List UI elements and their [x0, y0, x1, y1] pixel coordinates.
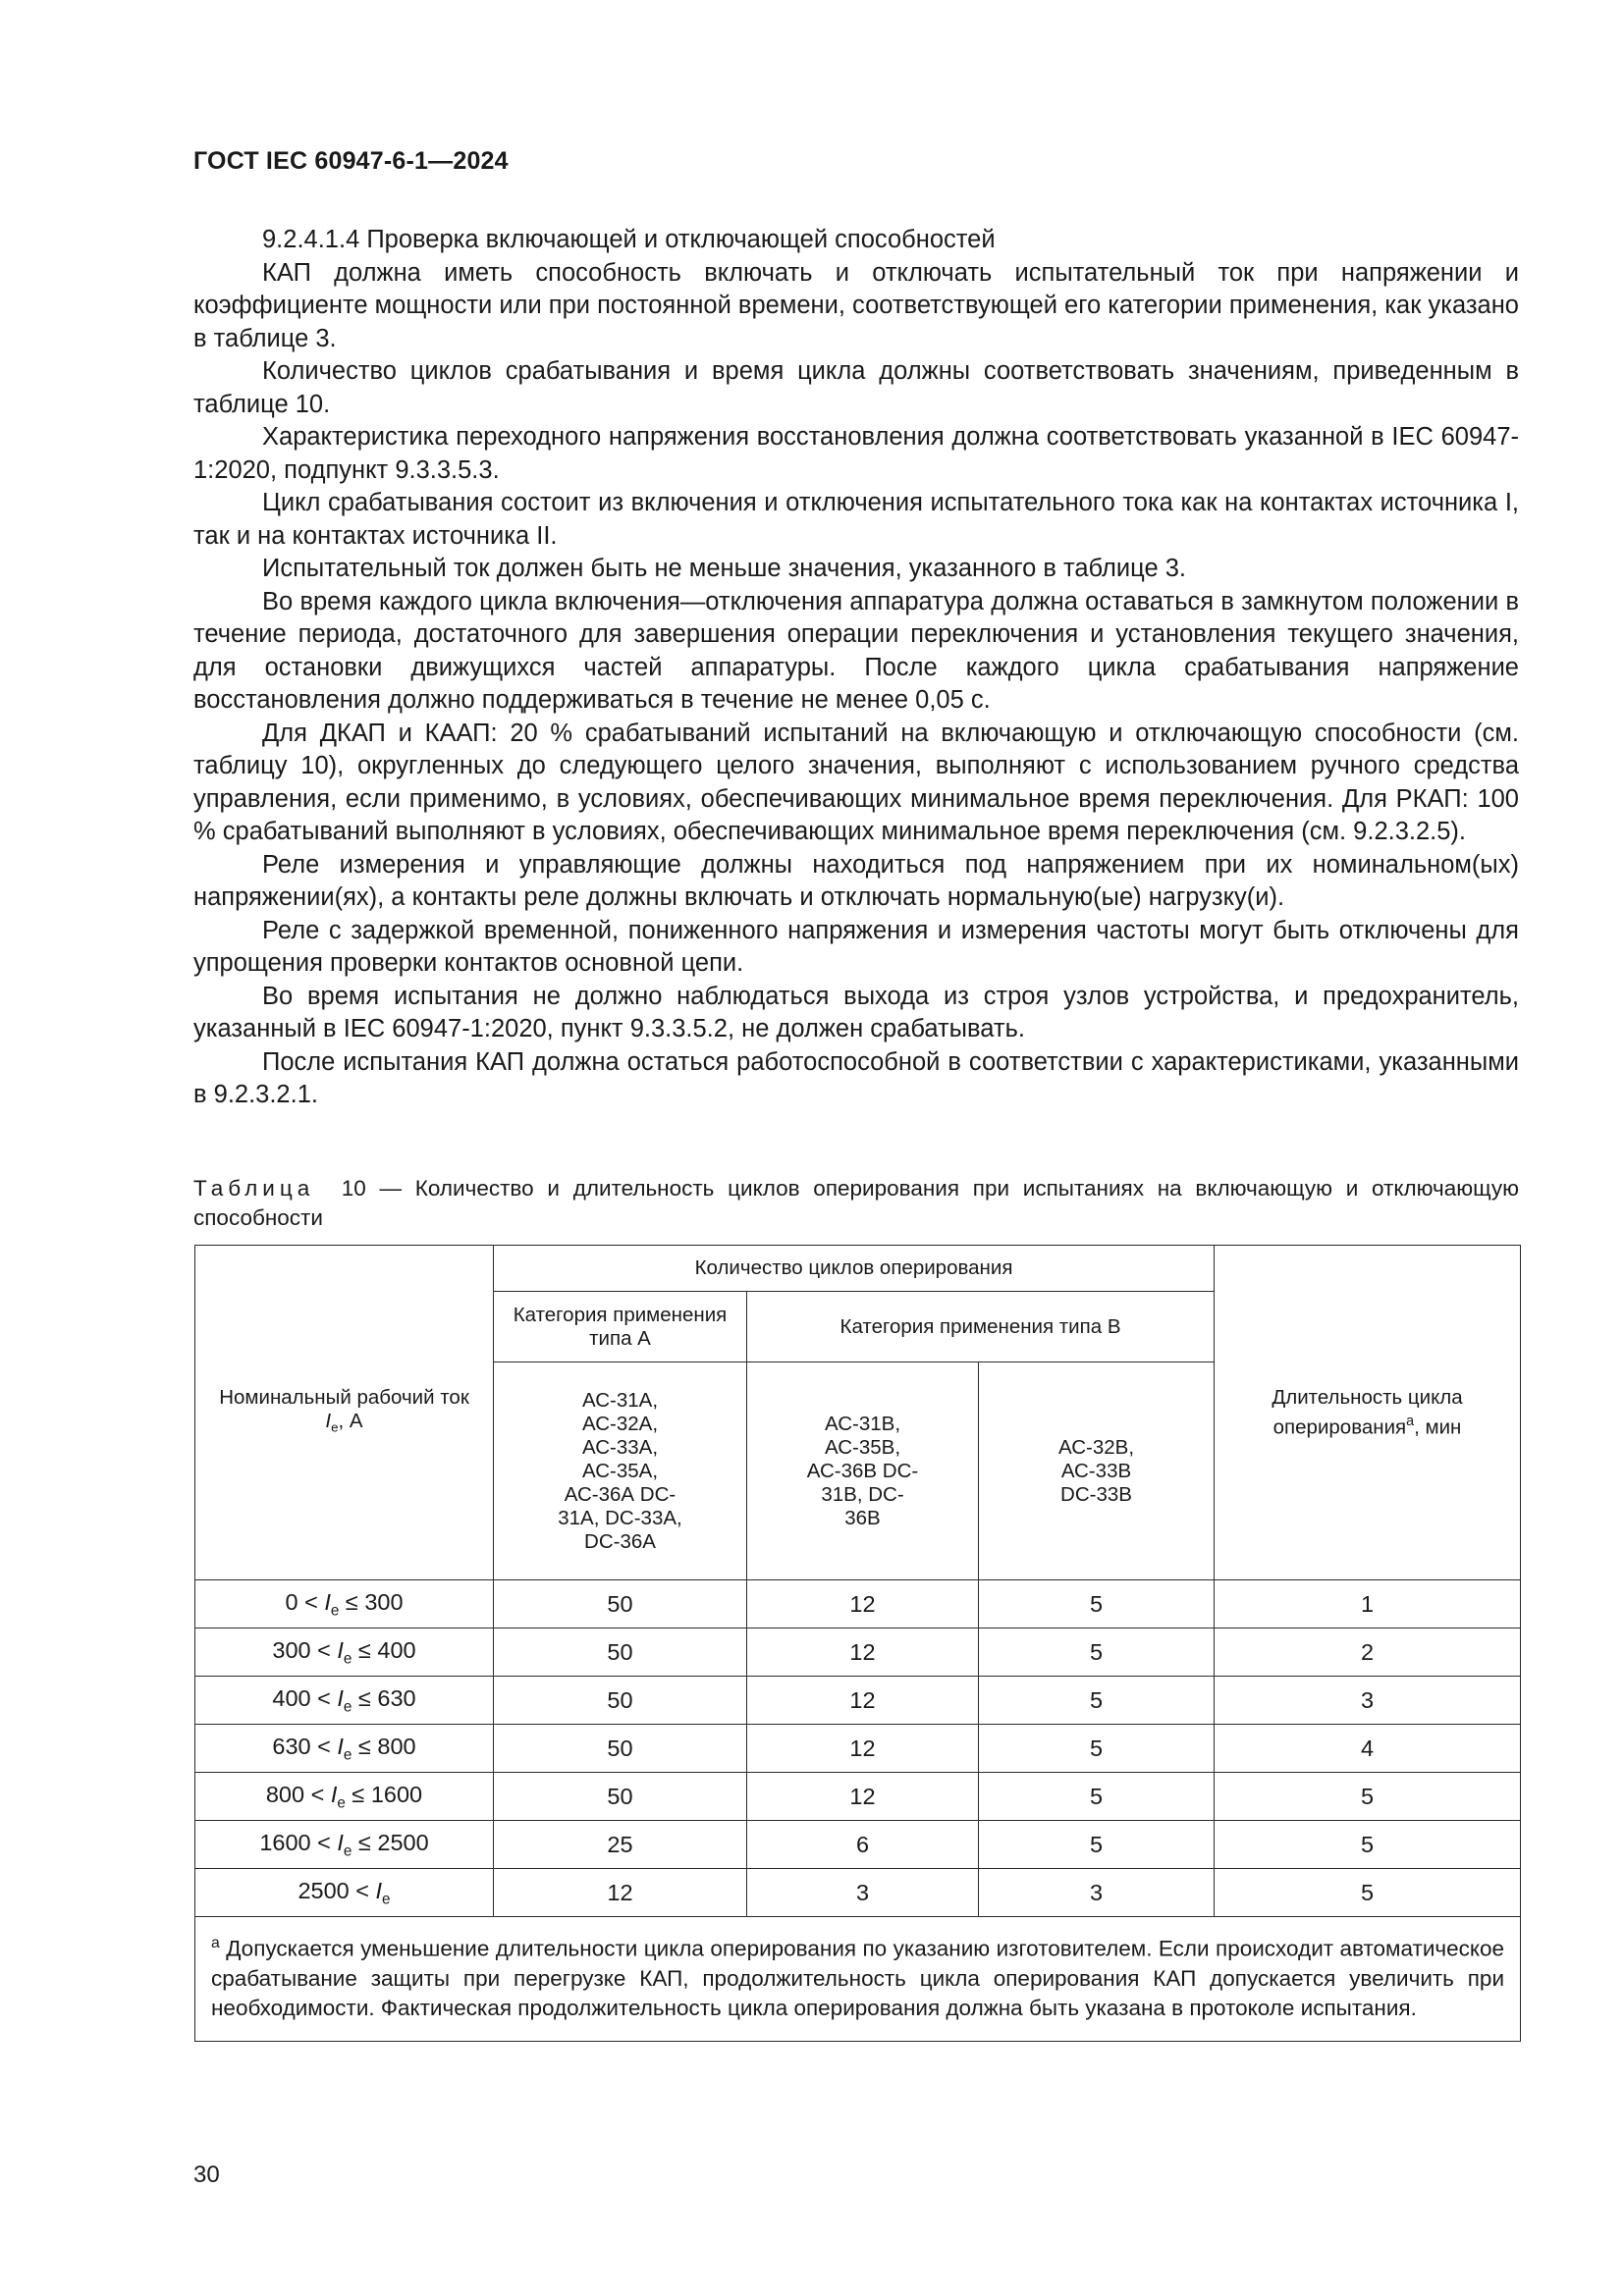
cell-b2: 5	[979, 1821, 1215, 1869]
cell-b1: 12	[747, 1580, 979, 1629]
cell-current: $1600 < I_e \le 2500$	[195, 1821, 494, 1869]
table-row	[195, 1580, 1521, 1629]
table-row	[195, 1629, 1521, 1677]
cell-a: 50	[494, 1677, 747, 1725]
header-type-b: Категория применения типа В	[747, 1292, 1215, 1362]
table-caption	[193, 1174, 1519, 1233]
cell-duration: 4	[1215, 1725, 1521, 1773]
table-row	[195, 1677, 1521, 1725]
paragraph: Для ДКАП и КААП: 20 % срабатываний испытаний на включающую и отключающую способности (см. таблицу 10), округленных до следующего целого значения, выполняют с использованием ручного средства управления, если применимо, в условиях, обеспечивающих минимальное время переключения. Для РКАП: 100 % срабатываний выполняют в условиях, обеспечивающих минимальное время переключения (см. 9.2.3.2.5).	[193, 719, 1519, 845]
cell-b1: 12	[747, 1629, 979, 1677]
footnote-text: Допускается уменьшение длительности цикла оперирования по указанию изготовителем. Если происходит автоматическое срабатывание защиты при перегрузке КАП, продолжительность цикла оперирования КАП допускается увеличить при необходимости. Фактическая продолжительность цикла оперирования должна быть указана в протоколе испытания.	[211, 1936, 1505, 2020]
cell-current: $300 < I_e \le 400$	[195, 1629, 494, 1677]
header-rated-current: Номинальный рабочий ток $I_e$, А	[195, 1246, 494, 1580]
paragraph: Во время испытания не должно наблюдаться выхода из строя узлов устройства, и предохранитель, указанный в IEC 60947-1:2020, пункт 9.3.3.5.2, не должен срабатывать.	[193, 982, 1519, 1042]
cell-b2: 5	[979, 1677, 1215, 1725]
cell-b1: 12	[747, 1677, 979, 1725]
paragraph: После испытания КАП должна остаться работоспособной в соответствии с характеристиками, указанными в 9.2.3.2.1.	[193, 1047, 1519, 1108]
cell-current: $800 < I_e \le 1600$	[195, 1773, 494, 1821]
cell-b2: 3	[979, 1869, 1215, 1917]
paragraph: Реле с задержкой временной, пониженного напряжения и измерения частоты могут быть отключены для упрощения проверки контактов основной цепи.	[193, 916, 1519, 977]
cell-duration: 5	[1215, 1869, 1521, 1917]
paragraph: Количество циклов срабатывания и время цикла должны соответствовать значениям, приведенным в таблице 10.	[193, 357, 1519, 418]
footnote-mark: a	[211, 1935, 220, 1951]
paragraph: КАП должна иметь способность включать и отключать испытательный ток при напряжении и коэффициенте мощности или при постоянной времени, соответствующей его категории применения, как указано в таблице 3.	[193, 258, 1519, 352]
table-caption-text: 10 — Количество и длительность циклов оперирования при испытаниях на включающую и отключающую способности	[193, 1176, 1519, 1230]
header-cycle-duration: Длительность цикла оперирования$^a$, мин	[1215, 1246, 1521, 1580]
cell-b2: 5	[979, 1580, 1215, 1629]
cell-current: $630 < I_e \le 800$	[195, 1725, 494, 1773]
cell-duration: 3	[1215, 1677, 1521, 1725]
cycles-table	[194, 1245, 1521, 2042]
paragraph: Реле измерения и управляющие должны находиться под напряжением при их номинальном(ых) напряжении(ях), а контакты реле должны включать и отключать нормальную(ые) нагрузку(и).	[193, 850, 1519, 911]
cell-current: $0 < I_e \le 300$	[195, 1580, 494, 1629]
cell-a: 50	[494, 1725, 747, 1773]
header-type-a: Категория применения типа А	[494, 1292, 747, 1362]
cell-duration: 5	[1215, 1773, 1521, 1821]
page-number: 30	[193, 2162, 220, 2188]
table-row	[195, 1725, 1521, 1773]
cell-b1: 6	[747, 1821, 979, 1869]
table-row	[195, 1773, 1521, 1821]
cell-current: $400 < I_e \le 630$	[195, 1677, 494, 1725]
cell-b1: 3	[747, 1869, 979, 1917]
cell-a: 50	[494, 1773, 747, 1821]
cell-a: 25	[494, 1821, 747, 1869]
header-categories-b1: АС-31В, АС-35В, АС-36В DC-31В, DC-36В	[747, 1362, 979, 1580]
cell-b1: 12	[747, 1773, 979, 1821]
cell-current: $2500 < I_e$	[195, 1869, 494, 1917]
cell-b2: 5	[979, 1725, 1215, 1773]
cell-duration: 2	[1215, 1629, 1521, 1677]
header-categories-a: АС-31А, АС-32А, АС-33А, АС-35А, АС-36А DC-31А, DC-33А, DC-36А	[494, 1362, 747, 1580]
table-row	[195, 1821, 1521, 1869]
cell-a: 50	[494, 1580, 747, 1629]
cell-duration: 5	[1215, 1821, 1521, 1869]
cell-b2: 5	[979, 1629, 1215, 1677]
cell-a: 12	[494, 1869, 747, 1917]
table-footnote	[195, 1917, 1521, 2042]
cell-b2: 5	[979, 1773, 1215, 1821]
paragraph: Во время каждого цикла включения—отключения аппаратура должна оставаться в замкнутом положении в течение периода, достаточного для завершения операции переключения и установления текущего значения, для остановки движущихся частей аппаратуры. После каждого цикла срабатывания напряжение восстановления должно поддерживаться в течение не менее 0,05 с.	[193, 587, 1519, 714]
paragraph: Испытательный ток должен быть не меньше значения, указанного в таблице 3.	[262, 555, 1186, 582]
header-cycle-count: Количество циклов оперирования	[494, 1246, 1215, 1292]
document-header: ГОСТ IEC 60947-6-1—2024	[193, 147, 509, 175]
section-heading: 9.2.4.1.4 Проверка включающей и отключающей способностей	[262, 226, 996, 253]
cell-b1: 12	[747, 1725, 979, 1773]
cell-duration: 1	[1215, 1580, 1521, 1629]
paragraph: Характеристика переходного напряжения восстановления должна соответствовать указанной в IEC 60947-1:2020, подпункт 9.3.3.5.3.	[193, 423, 1519, 484]
table-row	[195, 1869, 1521, 1917]
paragraph: Цикл срабатывания состоит из включения и отключения испытательного тока как на контактах источника I, так и на контактах источника II.	[193, 489, 1519, 550]
table-caption-label: Таблица	[193, 1176, 315, 1201]
header-categories-b2: АС-32В, АС-33В DC-33В	[979, 1362, 1215, 1580]
body-text	[193, 224, 1519, 1112]
cell-a: 50	[494, 1629, 747, 1677]
